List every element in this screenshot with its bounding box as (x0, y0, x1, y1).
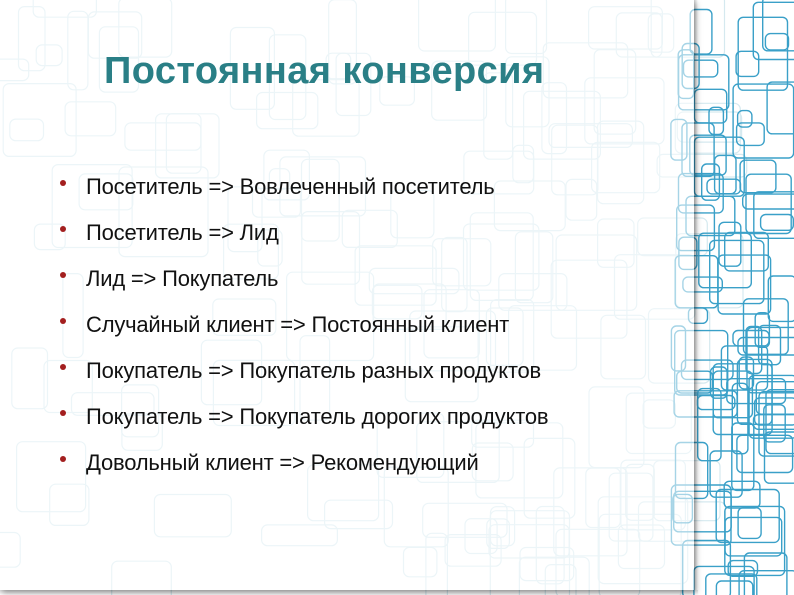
slide-title: Постоянная конверсия (104, 50, 545, 92)
pattern-shape (725, 517, 782, 556)
pattern-shape (746, 174, 791, 233)
bullet-text: Случайный клиент => Постоянный клиент (86, 312, 510, 337)
bullet-dot-icon (60, 456, 66, 462)
pattern-shape (736, 51, 759, 76)
pattern-shape (765, 432, 794, 483)
bullet-text: Покупатель => Покупатель дорогих продуктов (86, 404, 549, 429)
bullet-dot-icon (60, 226, 66, 232)
pattern-shape (706, 574, 757, 595)
bullet-text: Покупатель => Покупатель разных продуктов (86, 358, 542, 383)
panel-shadow-bottom (0, 590, 698, 595)
bullet-text: Посетитель => Вовлеченный посетитель (86, 174, 495, 199)
bullet-dot-icon (60, 410, 66, 416)
pattern-shape (716, 581, 752, 595)
bullet-text: Посетитель => Лид (86, 220, 279, 245)
pattern-shape (763, 0, 794, 51)
bullet-dot-icon (60, 272, 66, 278)
pattern-shape (702, 164, 720, 200)
bullet-dot-icon (60, 364, 66, 370)
bullet-dot-icon (60, 318, 66, 324)
bullet-text: Лид => Покупатель (86, 266, 279, 291)
pattern-shape (698, 389, 721, 461)
pattern-shape (766, 390, 794, 454)
pattern-shape (765, 34, 788, 50)
pattern-shape (709, 107, 723, 134)
pattern-shape (694, 89, 726, 123)
pattern-shape (718, 255, 771, 314)
pattern-shape (764, 405, 785, 442)
pattern-shape (743, 194, 794, 209)
pattern-shape (732, 383, 748, 453)
panel-shadow-right (694, 0, 698, 590)
pattern-shape (719, 222, 741, 266)
pattern-shape (761, 215, 794, 231)
pattern-shape (738, 508, 761, 539)
bullet-text: Довольный клиент => Рекомендующий (86, 450, 479, 475)
bullet-dot-icon (60, 180, 66, 186)
pattern-shape (755, 398, 794, 425)
